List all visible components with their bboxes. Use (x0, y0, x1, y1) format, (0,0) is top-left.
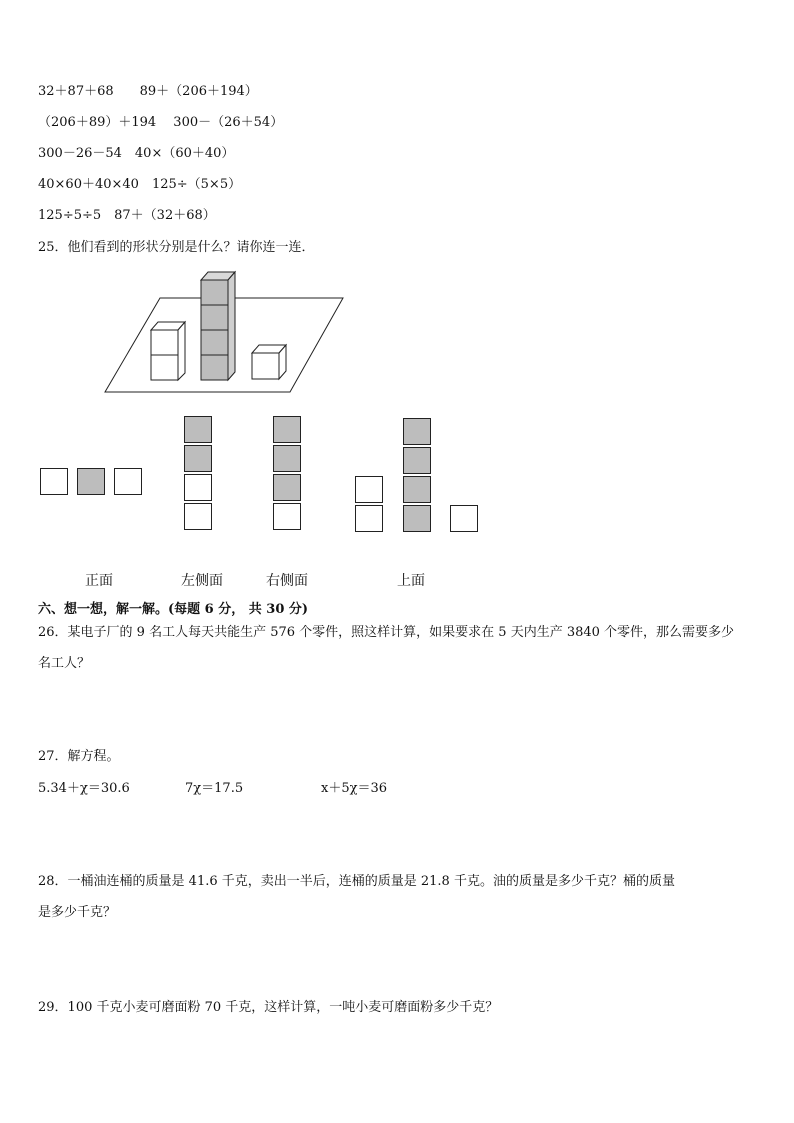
question-27-title: 27．解方程。 (38, 749, 120, 764)
equation-2: 7χ＝17.5 (185, 781, 244, 796)
label-right-view: 右侧面 (266, 573, 308, 589)
equation-3: x＋5χ＝36 (321, 781, 388, 796)
right-single-cube (252, 345, 286, 379)
expression-row-1: 32＋87＋68 89＋（206＋194） (38, 84, 258, 99)
question-28-line-1: 28．一桶油连桶的质量是 41.6 千克，卖出一半后，连桶的质量是 21.8 千克。油的质量是多少千克？桶的质量 (38, 874, 675, 889)
equation-1: 5.34＋χ＝30.6 (38, 781, 130, 796)
question-25-text: 25．他们看到的形状分别是什么？请你连一连． (38, 240, 315, 255)
question-26-line-2: 名工人？ (38, 656, 91, 671)
expression-row-3: 300－26－54 40×（60＋40） (38, 146, 235, 161)
label-top-view: 上面 (397, 573, 425, 589)
expression-row-2: （206＋89）＋194 300－（26＋54） (38, 115, 284, 130)
label-front-view: 正面 (85, 573, 113, 589)
question-26-line-1: 26．某电子厂的 9 名工人每天共能生产 576 个零件，照这样计算，如果要求在 5 天内生产 3840 个零件，那么需要多少 (38, 625, 735, 640)
expression-row-5: 125÷5÷5 87＋（32＋68） (38, 208, 216, 223)
expression-row-4: 40×60＋40×40 125÷（5×5） (38, 177, 242, 192)
label-left-view: 左侧面 (181, 573, 223, 589)
question-29-text: 29．100 千克小麦可磨面粉 70 千克，这样计算，一吨小麦可磨面粉多少千克？ (38, 1000, 499, 1015)
section-6-heading: 六、想一想，解一解。(每题 6 分， 共 30 分) (38, 602, 309, 617)
center-cube-stack (201, 272, 235, 380)
left-cube-stack (151, 322, 185, 380)
question-28-line-2: 是多少千克？ (38, 905, 117, 920)
